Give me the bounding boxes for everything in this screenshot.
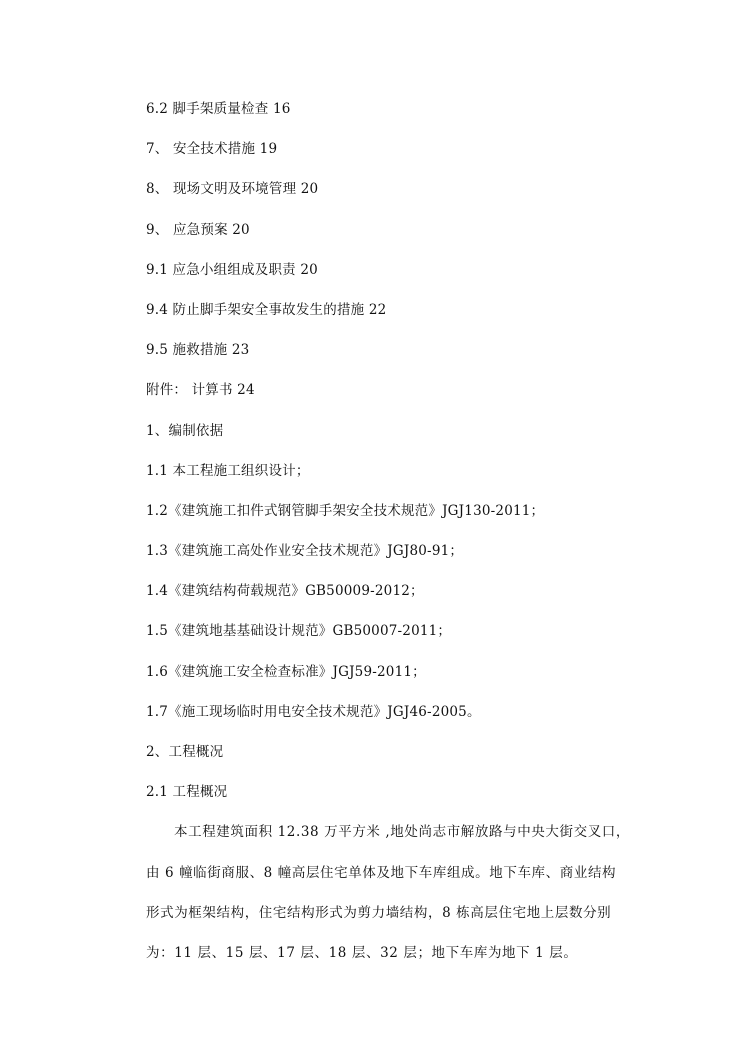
basis-item: 1.6《建筑施工安全检查标准》JGJ59-2011； [146, 663, 426, 680]
basis-item: 1.7《施工现场临时用电安全技术规范》JGJ46-2005。 [146, 703, 481, 720]
toc-entry: 6.2 脚手架质量检查 16 [146, 101, 291, 117]
toc-entry: 9.1 应急小组组成及职责 20 [146, 261, 318, 278]
table-of-contents [146, 94, 646, 416]
basis-item: 1.2《建筑施工扣件式钢管脚手架安全技术规范》JGJ130-2011； [146, 502, 545, 519]
toc-entry: 7、 安全技术措施 19 [146, 141, 278, 158]
paragraph-line: 为：11 层、15 层、17 层、18 层、32 层；地下车库为地下 1 层。 [146, 944, 578, 961]
basis-item: 1.3《建筑施工高处作业安全技术规范》JGJ80-91； [146, 543, 464, 560]
document-body [146, 94, 646, 978]
toc-entry: 附件： 计算书 24 [146, 382, 255, 399]
paragraph-line: 形式为框架结构，住宅结构形式为剪力墙结构，8 栋高层住宅地上层数分别 [146, 904, 612, 921]
toc-entry: 9、 应急预案 20 [146, 221, 250, 238]
subsection-heading: 2.1 工程概况 [146, 784, 228, 801]
section-compilation-basis [146, 416, 646, 738]
basis-item: 1.1 本工程施工组织设计； [146, 462, 310, 479]
section-heading: 2、工程概况 [146, 744, 224, 760]
basis-item: 1.5《建筑地基基础设计规范》GB50007-2011； [146, 623, 452, 640]
paragraph-line: 本工程建筑面积 12.38 万平方米 ,地处尚志市解放路与中央大街交叉口， [174, 824, 631, 841]
overview-paragraph [146, 817, 646, 978]
toc-entry: 8、 现场文明及环境管理 20 [146, 181, 319, 198]
paragraph-line: 由 6 幢临街商服、8 幢高层住宅单体及地下车库组成。地下车库、商业结构 [146, 864, 617, 881]
toc-entry: 9.4 防止脚手架安全事故发生的措施 22 [146, 301, 387, 318]
section-project-overview [146, 737, 646, 978]
toc-entry: 9.5 施救措施 23 [146, 342, 250, 359]
section-heading: 1、编制依据 [146, 422, 224, 439]
basis-item: 1.4《建筑结构荷载规范》GB50009-2012； [146, 583, 424, 600]
